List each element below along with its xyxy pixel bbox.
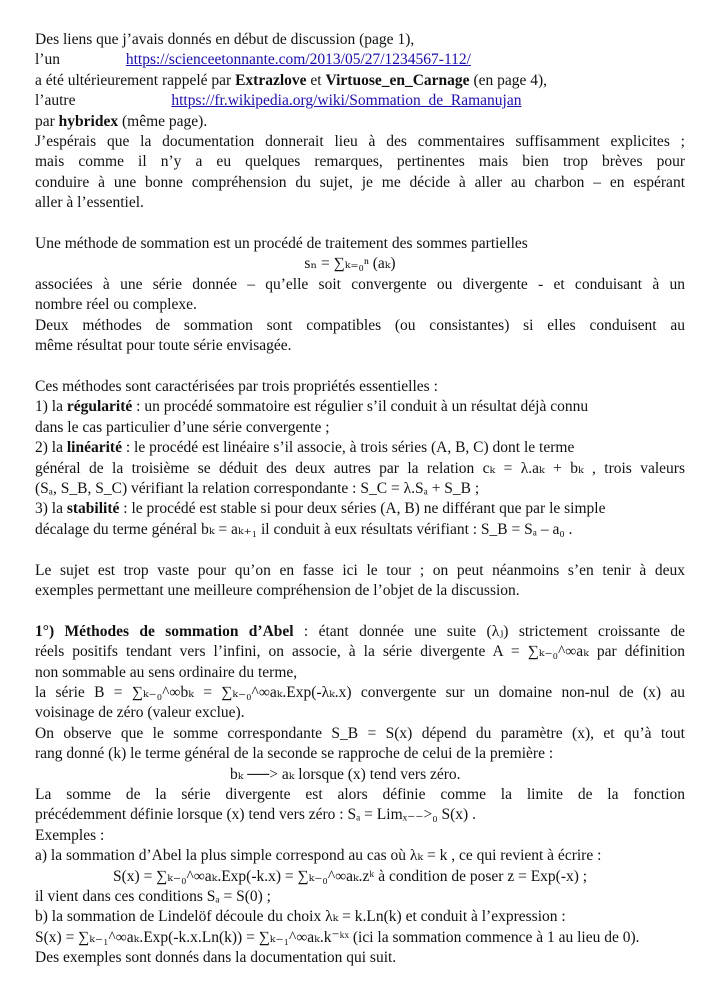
- text-line: J’espérais que la documentation donnerait lieu à des commentaires suffisamment explicites ;: [35, 133, 685, 151]
- text-span: : un procédé sommatoire est régulier s’il conduit à un résultat déjà connu: [132, 398, 589, 416]
- text-line: [35, 50, 685, 70]
- text-line: même résultat pour toute série envisagée.: [35, 337, 292, 355]
- term-regularite: régularité: [66, 398, 133, 416]
- text-line: précédemment définie lorsque (x) tend vers zéro : Sₐ = Limₓ₋₋>₀ S(x) .: [35, 806, 476, 824]
- text-line: il vient dans ces conditions Sₐ = S(0) ;: [35, 888, 271, 905]
- document-body: [35, 30, 685, 969]
- text-line: (Sₐ, S_B, S_C) vérifiant la relation correspondante : S_C = λ.Sₐ + S_B ;: [35, 479, 480, 497]
- text-line: aller à l’essentiel.: [35, 194, 144, 212]
- text-line: la série B = ∑ₖ₋₀^∞bₖ = ∑ₖ₋₀^∞aₖ.Exp(-λₖ.x) convergente sur un domaine non-nul de (x) au: [35, 683, 685, 701]
- text-line: [35, 91, 685, 111]
- spacer: [35, 214, 685, 234]
- text-line: conduire à une bonne compréhension du sujet, je me décide à aller au charbon – en espérant: [35, 173, 685, 191]
- formula-partial-sum: sₙ = ∑ₖ₌₀ⁿ (aₖ): [304, 255, 396, 273]
- text-span: : le procédé est stable si pour deux séries (A, B) ne différant que par le simple: [119, 500, 606, 518]
- formula-abel: S(x) = ∑ₖ₋₀^∞aₖ.Exp(-k.x) = ∑ₖ₋₀^∞aₖ.zᵏ à condition de poser z = Exp(-x) ;: [113, 867, 588, 885]
- text-line: [35, 438, 685, 458]
- text-span: 3) la: [35, 500, 67, 518]
- text-line: a) la sommation d’Abel la plus simple correspond au cas où λₖ = k , ce qui revient à écrire :: [35, 847, 602, 865]
- text-line: [35, 112, 685, 132]
- text-line: général de la troisième se déduit des deux autres par la relation cₖ = λ.aₖ + bₖ , trois valeurs: [35, 459, 685, 477]
- spacer: [35, 356, 685, 376]
- text-label: l’autre: [35, 92, 76, 110]
- text-line: [35, 622, 685, 642]
- text-line: voisinage de zéro (valeur exclue).: [35, 704, 245, 722]
- formula-convergence: bₖ ──> aₖ lorsque (x) tend vers zéro.: [230, 765, 461, 783]
- term-linearite: linéarité: [66, 439, 122, 457]
- text-line: dans le cas particulier d’une série convergente ;: [35, 418, 330, 436]
- text-span: : étant donnée une suite (λⱼ) strictement croissante de: [293, 622, 685, 640]
- text-line: exemples permettant une meilleure compréhension de l’objet de la discussion.: [35, 581, 520, 599]
- text-line: La somme de la série divergente est alors définie comme la limite de la fonction: [35, 785, 685, 803]
- text-line: Exemples :: [35, 826, 105, 844]
- text-span: par: [35, 112, 59, 130]
- text-line: Ces méthodes sont caractérisées par trois propriétés essentielles :: [35, 377, 438, 395]
- text-span: (même page).: [118, 112, 208, 130]
- text-span: 1) la: [35, 398, 67, 416]
- text-label: l’un: [35, 51, 60, 69]
- text-line: non sommable au sens ordinaire du terme,: [35, 663, 298, 681]
- text-line: décalage du terme général bₖ = aₖ₊₁ il conduit à eux résultats vérifiant : S_B = Sₐ – a₀ .: [35, 520, 573, 538]
- text-line: b) la sommation de Lindelöf découle du choix λₖ = k.Ln(k) et conduit à l’expression :: [35, 908, 566, 926]
- text-span: (en page 4),: [469, 71, 548, 89]
- text-line: Le sujet est trop vaste pour qu’on en fasse ici le tour ; on peut néanmoins s’en tenir à deux: [35, 561, 685, 579]
- text-line: rang donné (k) le terme général de la seconde se rapproche de celui de la première :: [35, 745, 554, 763]
- text-line: nombre réel ou complexe.: [35, 296, 197, 314]
- text-line: mais comme il n’y a eu quelques remarques, pertinentes mais bien trop brèves pour: [35, 153, 685, 171]
- formula-lindelof: S(x) = ∑ₖ₋₁^∞aₖ.Exp(-k.x.Ln(k)) = ∑ₖ₋₁^∞aₖ.k⁻ᵏˣ (ici la sommation commence à 1 au lieu de 0).: [35, 928, 640, 946]
- username-extrazlove: Extrazlove: [235, 71, 307, 89]
- text-line: réels positifs tendant vers l’infini, on associe, à la série divergente A = ∑ₖ₋₀^∞aₖ par définition: [35, 643, 685, 661]
- text-line: associées à une série donnée – qu’elle soit convergente ou divergente - et conduisant à un: [35, 275, 685, 293]
- username-virtuose: Virtuose_en_Carnage: [325, 71, 470, 89]
- spacer: [35, 540, 685, 560]
- term-stabilite: stabilité: [66, 500, 120, 518]
- text-line: Des liens que j’avais donnés en début de discussion (page 1),: [35, 31, 415, 48]
- text-span: 2) la: [35, 439, 67, 457]
- text-span: et: [306, 71, 326, 89]
- text-span: a été ultérieurement rappelé par: [35, 71, 236, 89]
- text-line: [35, 71, 685, 91]
- text-line: [35, 397, 685, 417]
- section-heading-abel: 1°) Méthodes de sommation d’Abel: [35, 622, 294, 640]
- text-line: [35, 499, 685, 519]
- username-hybridex: hybridex: [58, 112, 119, 130]
- text-line: Une méthode de sommation est un procédé de traitement des sommes partielles: [35, 235, 528, 253]
- link-scienceetonnante[interactable]: https://scienceetonnante.com/2013/05/27/1234567-112/: [125, 51, 471, 69]
- text-line: Deux méthodes de sommation sont compatibles (ou consistantes) si elles conduisent au: [35, 316, 685, 334]
- text-span: : le procédé est linéaire s’il associe, à trois séries (A, B, C) dont le terme: [121, 439, 575, 457]
- spacer: [35, 601, 685, 621]
- link-wikipedia-ramanujan[interactable]: https://fr.wikipedia.org/wiki/Sommation_de_Ramanujan: [171, 92, 522, 110]
- text-line: Des exemples sont donnés dans la documentation qui suit.: [35, 949, 397, 967]
- text-line: On observe que le somme correspondante S_B = S(x) dépend du paramètre (x), et qu’à tout: [35, 724, 685, 742]
